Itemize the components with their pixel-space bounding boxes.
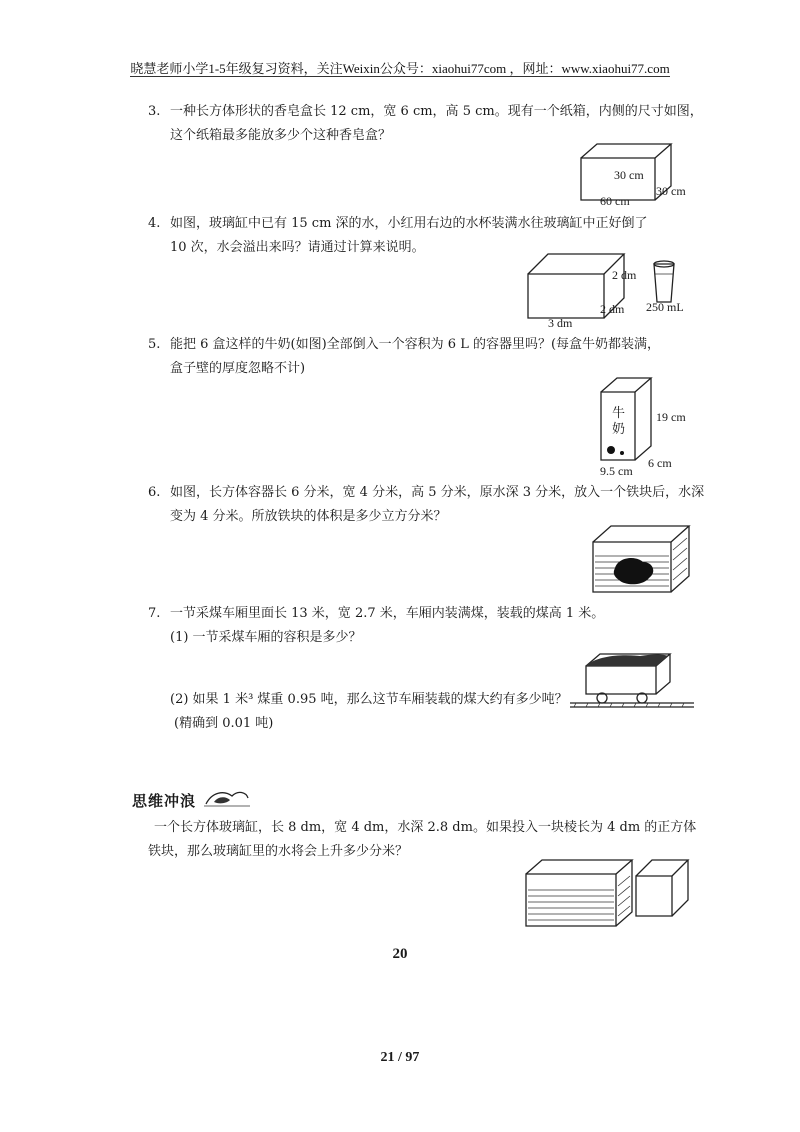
milk-width-label: 6 cm — [648, 456, 672, 470]
container-with-iron-block-figure — [585, 520, 695, 598]
milk-length-label: 9.5 cm — [600, 464, 633, 478]
question-4-line-1: 如图，玻璃缸中已有 15 cm 深的水，小红用右边的水杯装满水往玻璃缸中正好倒了 — [170, 216, 648, 231]
carton-width-label: 30 cm — [656, 184, 686, 198]
carton-length-label: 60 cm — [600, 194, 630, 208]
question-7-line-1: 一节采煤车厢里面长 13 米，宽 2.7 米，车厢内装满煤，装载的煤高 1 米。 — [170, 606, 605, 621]
challenge-line-1: 一个长方体玻璃缸，长 8 dm，宽 4 dm，水深 2.8 dm。如果投入一块棱长为 4 dm 的正方体 — [154, 820, 697, 835]
question-3-line-2: 这个纸箱最多能放多少个这种香皂盒？ — [170, 128, 392, 143]
challenge-title: 思维冲浪 — [132, 792, 197, 810]
question-6-number: 6. — [148, 485, 161, 500]
tank-width-label: 2 dm — [600, 302, 625, 316]
page-counter: 21 / 97 — [380, 1050, 420, 1065]
header-divider — [130, 76, 670, 77]
question-7-sub-1: (1) 一节采煤车厢的容积是多少？ — [170, 630, 362, 645]
question-7-part-2 — [170, 688, 568, 736]
coal-wagon-figure — [570, 640, 695, 710]
challenge-line-2: 铁块，那么玻璃缸里的水将会上升多少分米？ — [148, 844, 409, 859]
question-7 — [148, 602, 604, 650]
milk-label-top: 牛 — [612, 405, 626, 420]
page-header: 晓慧老师小学1-5年级复习资料，关注Weixin公众号：xiaohui77com ，网址：www.xiaohui77.com — [130, 61, 670, 76]
page-number: 20 — [392, 946, 408, 962]
tank-length-label: 3 dm — [548, 316, 573, 330]
question-7-sub-2: (2) 如果 1 米³ 煤重 0.95 吨，那么这节车厢装载的煤大约有多少吨？ — [170, 692, 568, 707]
milk-height-label: 19 cm — [656, 410, 686, 424]
question-3-number: 3. — [148, 104, 161, 119]
question-5 — [148, 333, 660, 381]
question-4-line-2: 10 次，水会溢出来吗？请通过计算来说明。 — [170, 240, 425, 255]
milk-carton-figure — [595, 374, 665, 466]
question-3-line-1: 一种长方体形状的香皂盒长 12 cm，宽 6 cm，高 5 cm。现有一个纸箱，内侧的尺寸如图， — [170, 104, 703, 119]
question-7-number: 7. — [148, 606, 161, 621]
question-6-line-1: 如图，长方体容器长 6 分米，宽 4 分米，高 5 分米，原水深 3 分米，放入一个铁块后，水深 — [170, 485, 705, 500]
question-4-number: 4. — [148, 216, 161, 231]
milk-label-bottom: 奶 — [612, 421, 626, 436]
tank-height-label: 2 dm — [612, 268, 637, 282]
question-5-line-1: 能把 6 盒这样的牛奶(如图)全部倒入一个容积为 6 L 的容器里吗？(每盒牛奶都装满， — [170, 337, 661, 352]
question-5-number: 5. — [148, 337, 161, 352]
wave-icon — [202, 786, 252, 810]
cup-volume-label: 250 mL — [646, 300, 684, 314]
question-5-line-2: 盒子壁的厚度忽略不计) — [170, 361, 306, 376]
tank-and-cube-figure — [520, 852, 695, 932]
question-6-line-2: 变为 4 分米。所放铁块的体积是多少立方分米？ — [170, 509, 447, 524]
question-7-sub-2-note: (精确到 0.01 吨) — [174, 716, 274, 731]
carton-height-label: 30 cm — [614, 168, 644, 182]
